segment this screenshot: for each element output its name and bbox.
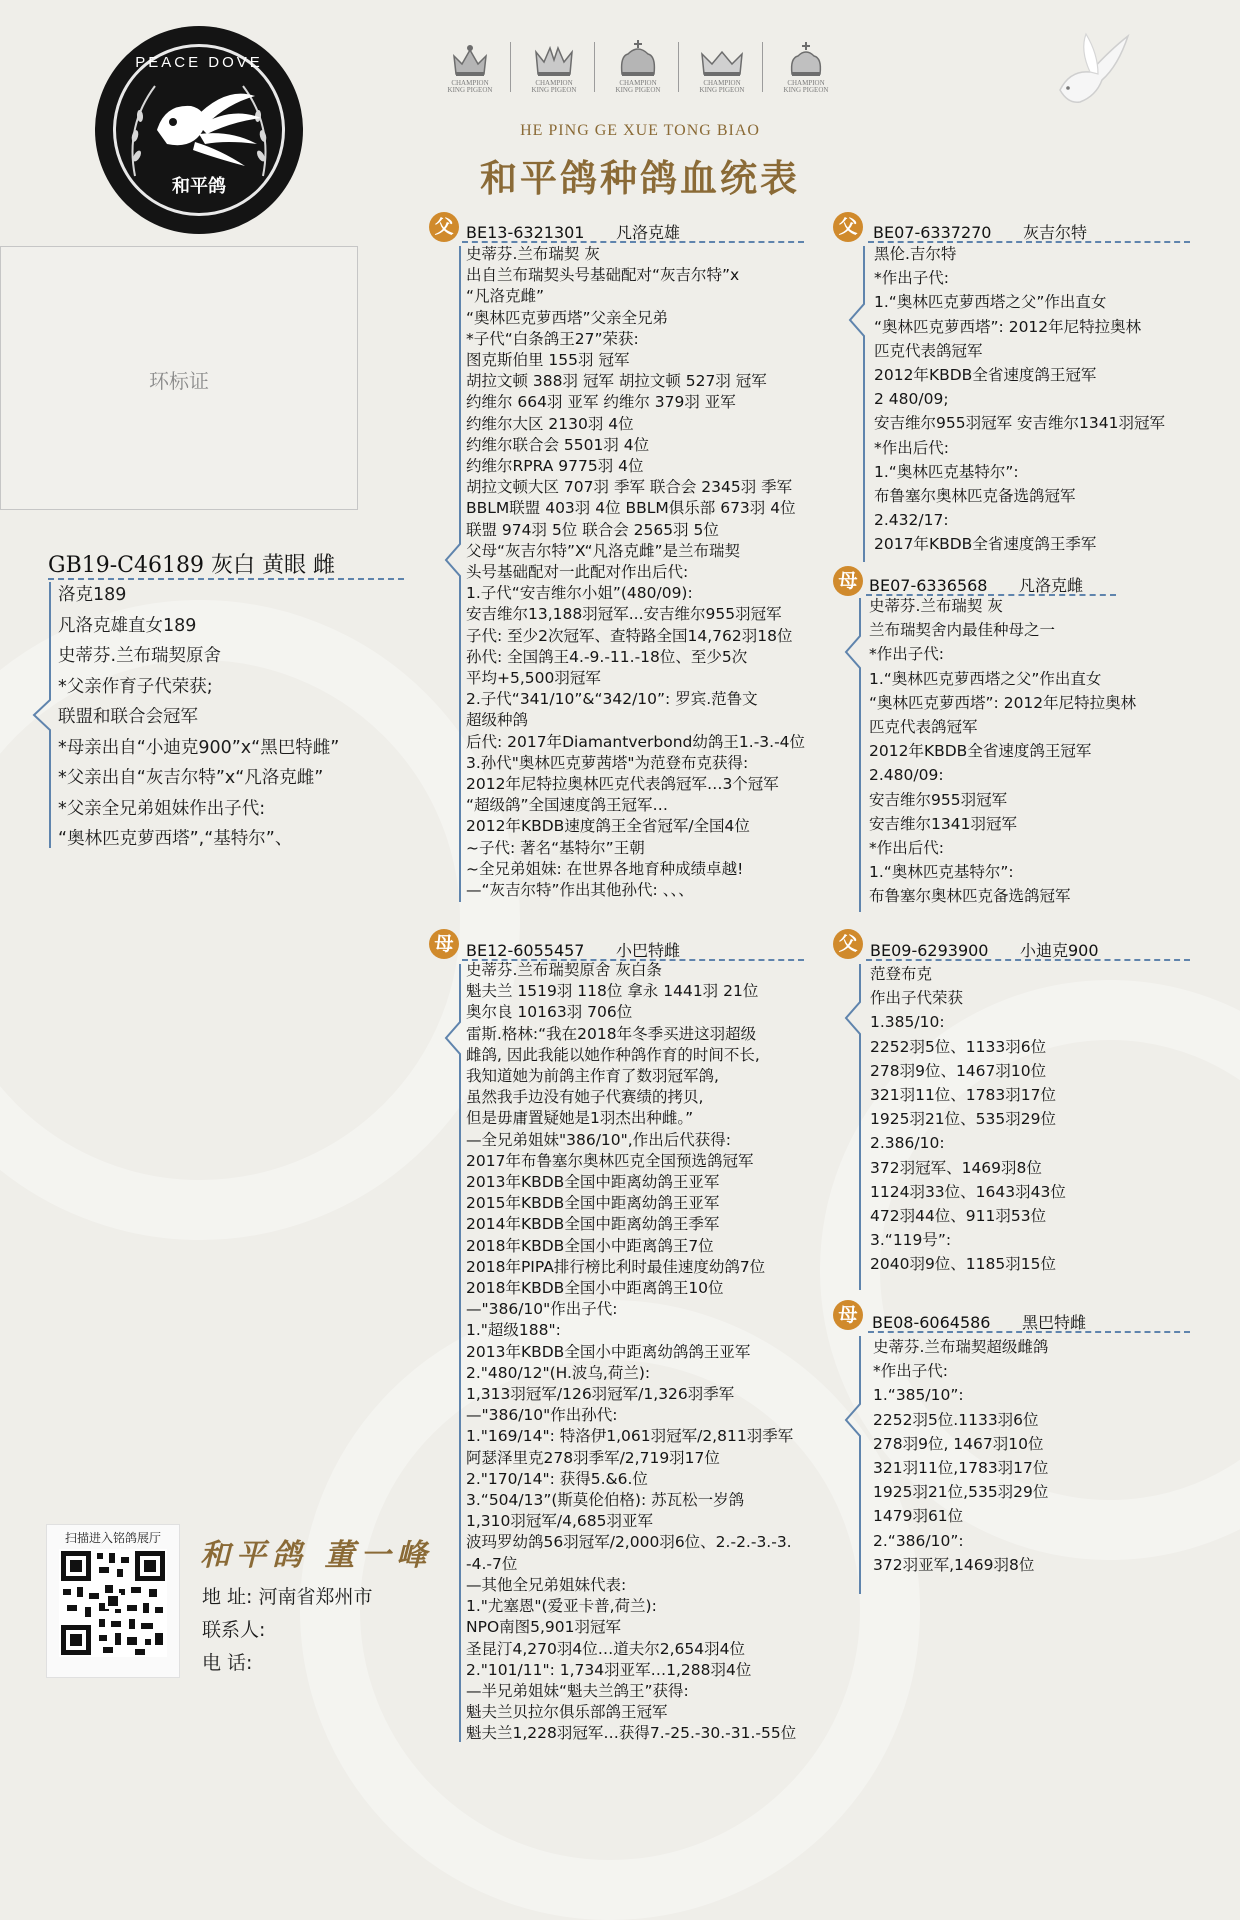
- dam-badge: 母: [429, 929, 459, 959]
- sire-dam-line: 史蒂芬.兰布瑞契 灰: [869, 597, 1003, 615]
- sire-sire-line: 布鲁塞尔奥林匹克备选鸽冠军: [874, 487, 1076, 506]
- sire-line: 胡拉文顿 388羽 冠军 胡拉文顿 527羽 冠军: [466, 372, 767, 391]
- dam-line: 史蒂芬.兰布瑞契原舍 灰白条: [466, 961, 662, 979]
- dam-line: —其他全兄弟姐妹代表:: [466, 1575, 627, 1594]
- dam-line: 2015年KBDB全国中距离幼鸽王亚军: [466, 1194, 720, 1213]
- sire-line: 超级种鸽: [466, 711, 529, 730]
- sire-ring-number: BE13-6321301: [466, 223, 585, 242]
- sire-line: 3.孙代"奥林匹克萝茜塔"为范登布克获得:: [466, 753, 749, 772]
- sire-dam-line: *作出子代:: [869, 645, 944, 664]
- logo-text-top: PEACE DOVE: [135, 54, 263, 71]
- sire-heading: [466, 220, 680, 243]
- subject-line: 史蒂芬.兰布瑞契原舍: [58, 646, 222, 666]
- dam-dam-heading: [872, 1310, 1086, 1333]
- subject-line: *父亲全兄弟姐妹作出子代:: [58, 798, 266, 819]
- page-title: 和平鸽种鸽血统表: [480, 156, 800, 200]
- sire-line: 后代: 2017年Diamantverbond幼鸽王1.-3.-4位: [466, 732, 806, 751]
- dam-line: 魁夫兰贝拉尔俱乐部鸽王冠军: [466, 1703, 668, 1722]
- subject-heading: GB19-C46189 灰白 黄眼 雌: [48, 553, 335, 578]
- dam-dam-name: 黑巴特雌: [1022, 1313, 1087, 1332]
- dam-line: 2."101/11": 1,734羽亚军…1,288羽4位: [466, 1660, 752, 1679]
- crown-caption: CHAMPION KING PIGEON: [531, 79, 577, 94]
- dam-sire-line: 3.“119号”:: [870, 1231, 952, 1250]
- sire-sire-line: 黑伦.吉尔特: [874, 245, 957, 263]
- crown-icon: [430, 38, 510, 96]
- sire-badge: 父: [429, 212, 459, 242]
- dam-sire-underline: [866, 959, 1190, 961]
- sire-dam-line: “奥林匹克萝西塔”: 2012年尼特拉奥林: [869, 693, 1137, 712]
- crown-caption: CHAMPION KING PIGEON: [783, 79, 829, 94]
- sire-sire-bracket: [830, 244, 870, 564]
- subject-line: 联盟和联合会冠军: [58, 707, 198, 727]
- sire-line: ~子代: 著名“基特尔”王朝: [466, 838, 645, 857]
- sire-line: 约维尔联合会 5501羽 4位: [466, 435, 650, 454]
- sire-underline: [462, 241, 804, 243]
- dam-line: —"386/10"作出孙代:: [466, 1406, 618, 1425]
- subject-line: “奥林匹克萝西塔”,“基特尔”、: [58, 829, 293, 849]
- sire-line: “奥林匹克萝西塔”父亲全兄弟: [466, 308, 669, 327]
- crown-icon: [682, 38, 762, 96]
- dam-line: 奥尔良 10163羽 706位: [466, 1003, 633, 1022]
- dam-ring-number: BE12-6055457: [466, 941, 585, 960]
- sire-sire-line: 2012年KBDB全省速度鸽王冠军: [874, 366, 1097, 385]
- dam-line: 雷斯.格林:“我在2018年冬季买进这羽超级: [466, 1024, 757, 1043]
- dam-dam-badge: 母: [833, 1300, 863, 1330]
- logo-text-bottom: 和平鸽: [172, 176, 226, 197]
- sire-line: 史蒂芬.兰布瑞契 灰: [466, 245, 600, 263]
- qr-code-card[interactable]: [46, 1524, 180, 1678]
- dam-details: [466, 960, 796, 1745]
- sire-sire-badge: 父: [833, 212, 863, 242]
- sire-line: ~全兄弟姐妹: 在世界各地育种成绩卓越!: [466, 859, 744, 878]
- dam-line: 2014年KBDB全国中距离幼鸽王季军: [466, 1215, 720, 1234]
- sire-dam-heading: [869, 573, 1083, 596]
- sire-dam-line: 兰布瑞契舍内最佳种母之一: [869, 621, 1056, 640]
- sire-line: 出自兰布瑞契头号基础配对“灰吉尔特”x: [466, 266, 740, 285]
- dam-sire-name: 小迪克900: [1020, 941, 1099, 960]
- sire-line: “超级鸽”全国速度鸽王冠军…: [466, 796, 669, 815]
- crown-caption: CHAMPION KING PIGEON: [615, 79, 661, 94]
- contact-row: [202, 1615, 265, 1642]
- crown-icon: [514, 38, 594, 96]
- sire-line: 约维尔RPRA 9775羽 4位: [466, 457, 644, 476]
- dam-sire-badge: 父: [833, 929, 863, 959]
- sire-dam-line: 1.“奥林匹克萝西塔之父”作出直女: [869, 669, 1102, 688]
- dam-heading: [466, 938, 680, 961]
- sire-dam-ring-number: BE07-6336568: [869, 576, 988, 595]
- sire-sire-ring-number: BE07-6337270: [873, 223, 992, 242]
- dam-dam-line: 1925羽21位,535羽29位: [873, 1483, 1049, 1502]
- title-pinyin: HE PING GE XUE TONG BIAO: [520, 122, 760, 139]
- sire-sire-line: 匹克代表鸽冠军: [874, 341, 983, 360]
- dam-sire-line: 2.386/10:: [870, 1134, 945, 1153]
- phone-row: [202, 1648, 252, 1675]
- dam-sire-details: [870, 962, 1066, 1277]
- sire-dam-line: 安吉维尔955羽冠军: [869, 790, 1008, 809]
- dam-bracket: [440, 962, 464, 1744]
- dam-line: 1."超级188":: [466, 1321, 561, 1340]
- dam-sire-line: 321羽11位、1783羽17位: [870, 1086, 1056, 1105]
- sire-line: 1.子代“安吉维尔小姐”(480/09):: [466, 584, 693, 603]
- dam-line: 波玛罗幼鸽56羽冠军/2,000羽6位、2.-2.-3.-3.: [466, 1533, 792, 1552]
- sire-sire-line: 安吉维尔955羽冠军 安吉维尔1341羽冠军: [874, 414, 1165, 433]
- dam-sire-line: 372羽冠军、1469羽8位: [870, 1158, 1042, 1177]
- sire-line: 头号基础配对一此配对作出后代:: [466, 563, 689, 582]
- sire-dam-line: 1.“奥林匹克基特尔”:: [869, 863, 1014, 882]
- dam-line: 1,313羽冠军/126羽冠军/1,326羽季军: [466, 1385, 735, 1404]
- dam-dam-underline: [868, 1331, 1190, 1333]
- sire-line: “凡洛克雌”: [466, 287, 545, 306]
- sire-line: 2012年KBDB速度鸽王全省冠军/全国4位: [466, 817, 750, 836]
- sire-sire-heading: [873, 220, 1087, 243]
- dam-dam-line: 2252羽5位.1133羽6位: [873, 1410, 1039, 1429]
- sire-sire-name: 灰吉尔特: [1023, 223, 1088, 242]
- dam-line: 魁夫兰 1519羽 118位 拿永 1441羽 21位: [466, 982, 759, 1001]
- breeder-signature: 和平鸽 董一峰: [200, 1538, 433, 1573]
- crown-caption: CHAMPION KING PIGEON: [447, 79, 493, 94]
- sire-line: 2012年尼特拉奥林匹克代表鸽冠军…3个冠军: [466, 775, 779, 794]
- sire-dam-line: 2.480/09:: [869, 766, 944, 785]
- sire-line: 联盟 974羽 5位 联合会 2565羽 5位: [466, 520, 719, 539]
- sire-line: —“灰吉尔特”作出其他孙代: 、、、: [466, 881, 694, 900]
- sire-line: 平均+5,500羽冠军: [466, 669, 601, 688]
- contact-label: 联系人:: [202, 1619, 266, 1641]
- sire-dam-line: 匹克代表鸽冠军: [869, 718, 978, 737]
- crown-divider: [510, 42, 511, 92]
- sire-sire-line: 2 480/09;: [874, 390, 949, 409]
- dam-sire-line: 1925羽21位、535羽29位: [870, 1110, 1056, 1129]
- peace-dove-logo: [95, 26, 303, 234]
- dove-icon: [1040, 30, 1130, 120]
- sire-dam-line: 布鲁塞尔奥林匹克备选鸽冠军: [869, 887, 1071, 906]
- address-label: 地 址:: [202, 1586, 253, 1608]
- sire-bracket: [440, 244, 464, 904]
- dam-sire-line: 范登布克: [870, 965, 933, 983]
- crown-caption: CHAMPION KING PIGEON: [699, 79, 745, 94]
- dam-line: 2013年KBDB全国小中距离幼鸽鸽王亚军: [466, 1342, 751, 1361]
- sire-dam-name: 凡洛克雌: [1019, 576, 1084, 595]
- sire-line: 约维尔 664羽 亚军 约维尔 379羽 亚军: [466, 393, 736, 412]
- sire-line: 图克斯伯里 155羽 冠军: [466, 351, 630, 370]
- qr-code-icon[interactable]: [59, 1549, 167, 1657]
- dam-sire-line: 1.385/10:: [870, 1013, 945, 1032]
- dam-line: 2018年KBDB全国小中距离鸽王10位: [466, 1279, 724, 1298]
- dam-dam-line: 321羽11位,1783羽17位: [873, 1459, 1049, 1478]
- dam-dam-line: 372羽亚军,1469羽8位: [873, 1555, 1035, 1574]
- sire-sire-line: *作出子代:: [874, 269, 949, 288]
- crown-divider: [594, 42, 595, 92]
- dam-dam-ring-number: BE08-6064586: [872, 1313, 991, 1332]
- dam-line: 1,310羽冠军/4,685羽亚军: [466, 1512, 653, 1531]
- sire-line: 子代: 至少2次冠军、查特路全国14,762羽18位: [466, 626, 793, 645]
- ring-certificate-box: [0, 246, 358, 510]
- subject-line: 凡洛克雄直女189: [58, 615, 197, 636]
- dam-line: 魁夫兰1,228羽冠军…获得7.-25.-30.-31.-55位: [466, 1724, 797, 1743]
- dam-dam-line: 史蒂芬.兰布瑞契超级雌鸽: [873, 1338, 1049, 1356]
- dam-line: -4.-7位: [466, 1554, 518, 1573]
- phone-label: 电 话:: [202, 1652, 253, 1674]
- sire-line: 2.子代“341/10”&“342/10”: 罗宾.范鲁文: [466, 690, 758, 709]
- crown-icon: [766, 38, 846, 96]
- dam-line: 阿瑟泽里克278羽季军/2,719羽17位: [466, 1448, 720, 1467]
- sire-dam-line: *作出后代:: [869, 839, 944, 858]
- dam-line: —半兄弟姐妹“魁夫兰鸽王”获得:: [466, 1681, 689, 1700]
- dam-line: 1."尤塞恩"(爱亚卡普,荷兰):: [466, 1597, 657, 1616]
- dam-line: —"386/10"作出子代:: [466, 1300, 618, 1319]
- sire-dam-bracket: [826, 596, 866, 914]
- dam-dam-line: 2.“386/10”:: [873, 1531, 964, 1550]
- sire-line: *子代“白条鸽王27”荣获:: [466, 329, 639, 348]
- dam-line: NPO南图5,901羽冠军: [466, 1618, 622, 1637]
- qr-caption: 扫描进入铭鸽展厅: [64, 1531, 161, 1545]
- dam-line: 1."169/14": 特洛伊1,061羽冠军/2,811羽季军: [466, 1427, 794, 1446]
- subject-bracket: [28, 580, 56, 850]
- sire-sire-line: 2017年KBDB全省速度鸽王季军: [874, 535, 1097, 554]
- dam-line: 虽然我手边没有她子代赛绩的拷贝,: [466, 1088, 704, 1107]
- sire-dam-line: 2012年KBDB全省速度鸽王冠军: [869, 742, 1092, 761]
- dam-line: 2017年布鲁塞尔奥林匹克全国预选鸽冠军: [466, 1151, 754, 1170]
- sire-line: 安吉维尔13,188羽冠军...安吉维尔955羽冠军: [466, 605, 782, 624]
- dam-sire-line: 472羽44位、911羽53位: [870, 1207, 1047, 1226]
- sire-dam-line: 安吉维尔1341羽冠军: [869, 814, 1017, 833]
- dam-sire-line: 1124羽33位、1643羽43位: [870, 1182, 1066, 1201]
- dam-line: 2018年PIPA排行榜比利时最佳速度幼鸽7位: [466, 1257, 766, 1276]
- sire-line: 孙代: 全国鸽王4.-9.-11.-18位、至少5次: [466, 647, 748, 666]
- sire-sire-line: 1.“奥林匹克萝西塔之父”作出直女: [874, 293, 1107, 312]
- sire-line: 约维尔大区 2130羽 4位: [466, 414, 634, 433]
- subject-line: *父亲出自“灰吉尔特”x“凡洛克雌”: [58, 768, 324, 788]
- sire-line: BBLM联盟 403羽 4位 BBLM俱乐部 673羽 4位: [466, 499, 796, 518]
- dam-line: 圣昆汀4,270羽4位…道夫尔2,654羽4位: [466, 1639, 745, 1658]
- dam-line: 2."170/14": 获得5.&6.位: [466, 1469, 648, 1488]
- dam-line: 但是毋庸置疑她是1羽杰出种雌。”: [466, 1109, 694, 1128]
- sire-name: 凡洛克雄: [616, 223, 681, 242]
- dam-sire-ring-number: BE09-6293900: [870, 941, 989, 960]
- sire-details: [466, 244, 805, 901]
- crown-divider: [762, 42, 763, 92]
- sire-sire-line: *作出后代:: [874, 438, 949, 457]
- dam-dam-line: *作出子代:: [873, 1362, 948, 1381]
- dam-line: 雌鸽, 因此我能以她作种鸽作育的时间不长,: [466, 1045, 760, 1064]
- dam-line: 2018年KBDB全国小中距离鸽王7位: [466, 1236, 714, 1255]
- address-value: 河南省郑州市: [258, 1586, 373, 1608]
- sire-dam-details: [869, 594, 1136, 909]
- subject-line: 洛克189: [58, 585, 127, 605]
- subject-line: *母亲出自“小迪克900”x“黑巴特雌”: [58, 737, 340, 758]
- dam-line: 我知道她为前鸽主作育了数羽冠军鸽,: [466, 1067, 719, 1086]
- subject-details: [58, 580, 438, 855]
- dam-sire-line: 278羽9位、1467羽10位: [870, 1061, 1047, 1080]
- dam-line: 2."480/12"(H.波乌,荷兰):: [466, 1363, 651, 1382]
- dam-name: 小巴特雌: [616, 941, 681, 960]
- subject-line: *父亲作育子代荣获;: [58, 676, 213, 697]
- dam-dam-line: 278羽9位, 1467羽10位: [873, 1434, 1044, 1453]
- dam-dam-bracket: [826, 1334, 866, 1596]
- ring-certificate-label: 环标证: [149, 369, 209, 393]
- crown-divider: [678, 42, 679, 92]
- dam-dam-line: 1479羽61位: [873, 1507, 964, 1526]
- dam-sire-bracket: [826, 962, 866, 1292]
- dam-sire-heading: [870, 938, 1099, 961]
- dam-dam-details: [873, 1335, 1048, 1577]
- sire-line: 父母“灰吉尔特”X“凡洛克雌”是兰布瑞契: [466, 541, 741, 560]
- sire-sire-line: 1.“奥林匹克基特尔”:: [874, 462, 1019, 481]
- dam-sire-line: 2252羽5位、1133羽6位: [870, 1037, 1047, 1056]
- address-row: [202, 1582, 373, 1609]
- dam-sire-line: 2040羽9位、1185羽15位: [870, 1255, 1056, 1274]
- dam-sire-line: 作出子代荣获: [870, 989, 964, 1008]
- dam-line: 3.“504/13”(斯莫伦伯格): 苏瓦松一岁鸽: [466, 1491, 745, 1510]
- sire-dam-badge: 母: [833, 566, 863, 596]
- sire-sire-line: 2.432/17:: [874, 511, 949, 530]
- dam-line: 2013年KBDB全国中距离幼鸽王亚军: [466, 1173, 720, 1192]
- champion-crowns: [430, 38, 840, 98]
- sire-sire-details: [874, 242, 1165, 557]
- sire-line: 胡拉文顿大区 707羽 季军 联合会 2345羽 季军: [466, 478, 793, 497]
- dam-line: —全兄弟姐妹"386/10",作出后代获得:: [466, 1130, 731, 1149]
- crown-icon: [598, 38, 678, 96]
- dam-dam-line: 1.“385/10”:: [873, 1386, 964, 1405]
- sire-sire-line: “奥林匹克萝西塔”: 2012年尼特拉奥林: [874, 317, 1142, 336]
